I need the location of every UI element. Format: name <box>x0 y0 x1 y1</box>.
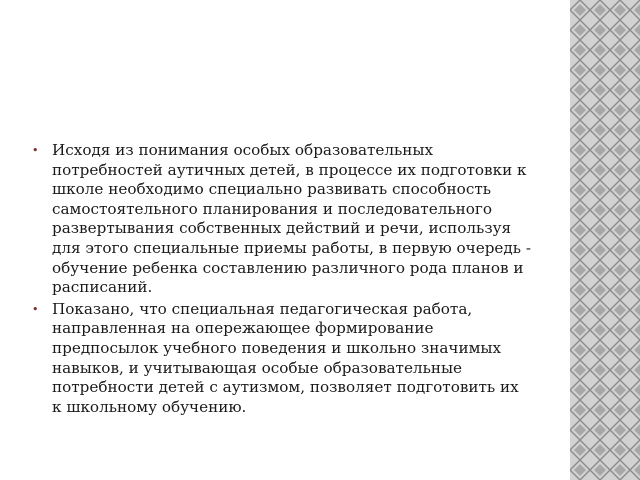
bullet-text: Показано, что специальная педагогическая работа, направленная на опережающее формирование предпосылок учебного поведения и школьно значимых навыков, и учитывающая особые образовательные потребности детей с аутизмом, позволяет подготовить их к школьному обучению. <box>52 299 519 416</box>
bullet-marker: • <box>32 302 39 316</box>
bullet-item <box>32 141 532 298</box>
bullet-text: Исходя из понимания особых образовательных потребностей аутичных детей, в процессе их подготовки к школе необходимо специально развивать способность самостоятельного планирования и последовательного развертывания собственных действий и речи, используя для этого специальные приемы работы, в первую очередь - обучение ребенка составлению различного рода планов и расписаний. <box>52 141 531 297</box>
bullet-item <box>32 300 532 418</box>
diamond-pattern <box>570 0 640 480</box>
bullet-list <box>32 141 532 419</box>
decorative-pattern-panel <box>570 0 640 480</box>
bullet-marker: • <box>32 144 39 157</box>
